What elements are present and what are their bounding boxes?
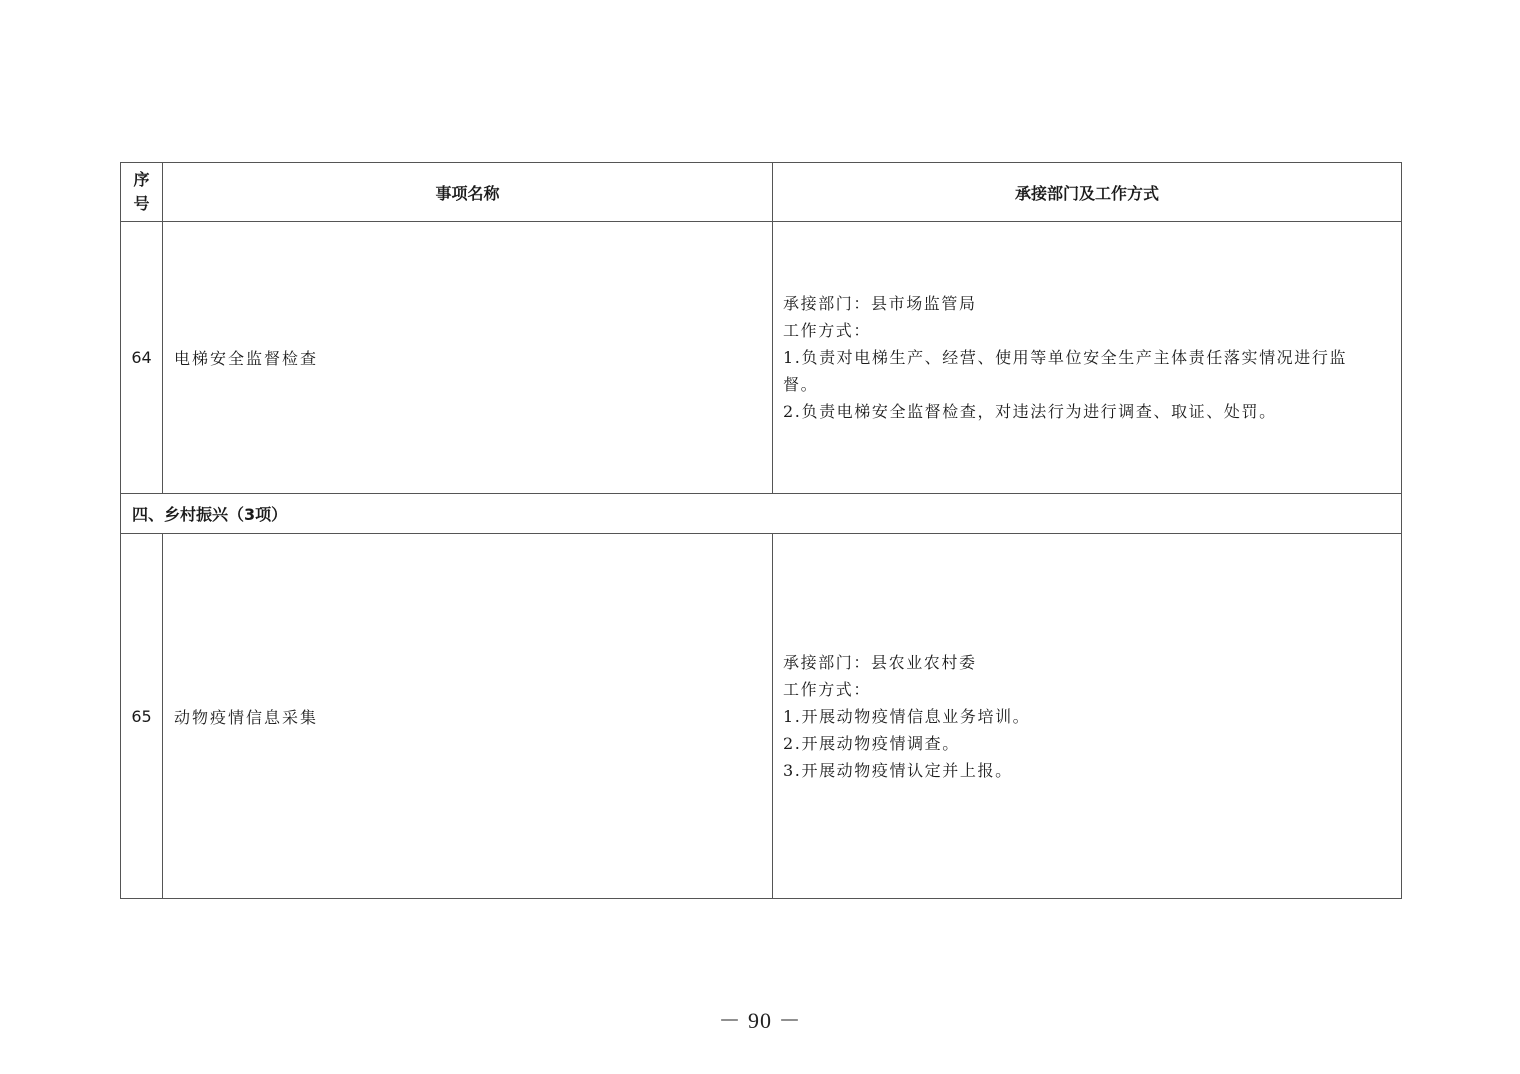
row-department-method [773,222,1402,494]
dept-line: 工作方式： [783,321,872,340]
section-heading: 四、乡村振兴（3项） [121,494,1402,534]
row-department-method [773,534,1402,899]
dept-line: 1.开展动物疫情信息业务培训。 [783,706,1031,726]
row-serial-number: 64 [121,222,163,494]
header-department-method: 承接部门及工作方式 [773,163,1402,222]
dept-line: 工作方式： [783,679,872,699]
table-row [121,222,1402,494]
dept-line: 2.负责电梯安全监督检查，对违法行为进行调查、取证、处罚。 [783,402,1277,421]
table-header-row [121,163,1402,222]
section-heading-row [121,494,1402,534]
matters-table [120,162,1402,899]
dept-line: 督。 [783,375,819,394]
header-matter-name: 事项名称 [163,163,773,222]
dept-line: 3.开展动物疫情认定并上报。 [783,760,1013,780]
dept-line: 承接部门：县农业农村委 [783,652,977,672]
header-serial-number-line2: 号 [133,194,150,213]
row-matter-name: 电梯安全监督检查 [163,222,773,494]
page-number: － 90 － [718,1008,802,1033]
row-serial-number: 65 [121,534,163,899]
table-row [121,534,1402,899]
dept-line: 2.开展动物疫情调查。 [783,733,960,753]
header-serial-number [121,163,163,222]
header-serial-number-line1: 序 [133,170,150,189]
dept-line: 承接部门：县市场监管局 [783,294,977,313]
row-matter-name: 动物疫情信息采集 [163,534,773,899]
dept-line: 1.负责对电梯生产、经营、使用等单位安全生产主体责任落实情况进行监 [783,348,1348,367]
